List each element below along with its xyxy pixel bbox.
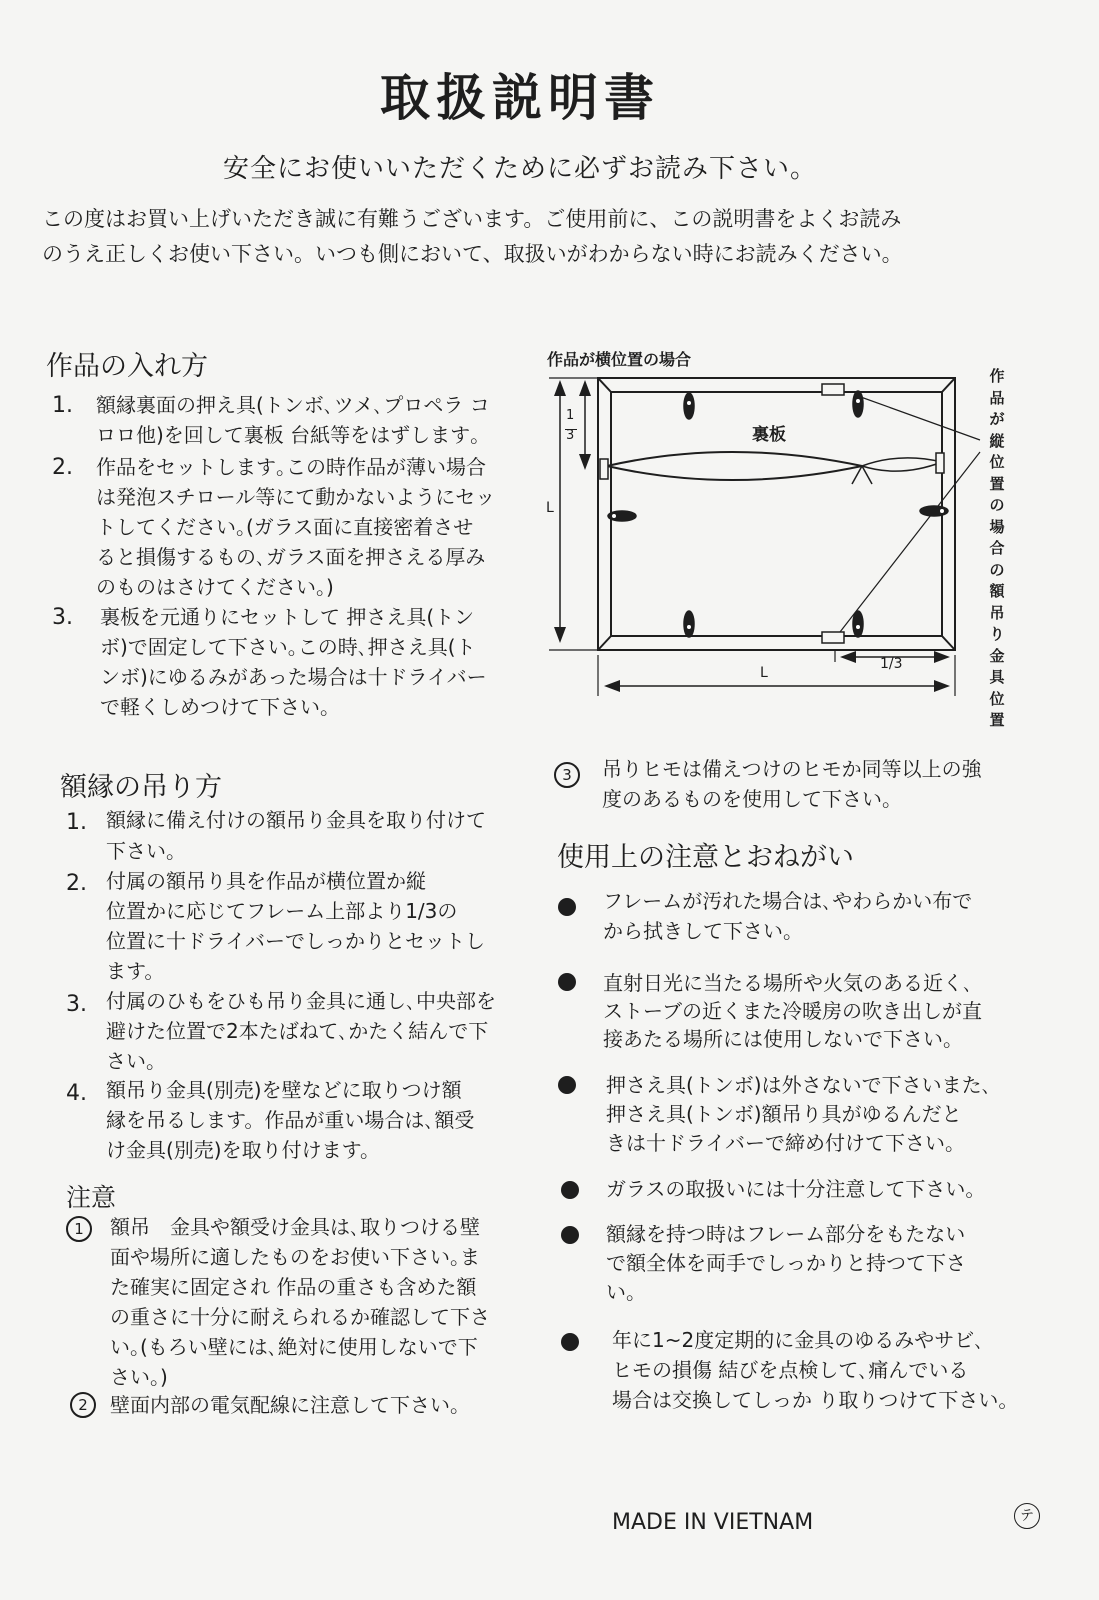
bullet — [561, 1226, 579, 1244]
frame-outer — [598, 378, 955, 650]
notice-line: で額全体を両手でしっかりと持つて下さ — [606, 1251, 966, 1275]
instruction-line: 裏板を元通りにセットして 押さえ具(トン — [100, 605, 475, 629]
instruction-line: 付属の額吊り具を作品が横位置か縦 — [106, 869, 426, 893]
instruction-line: は発泡スチロール等にて動かないようにセッ — [96, 485, 496, 509]
circled-number-3: 3 — [554, 762, 580, 788]
instruction-line: 付属のひもをひも吊り金具に通し､中央部を — [106, 989, 496, 1013]
instruction-line: ます。 — [106, 959, 165, 983]
hanging-string — [607, 452, 862, 480]
section-heading-usage-notes: 使用上の注意とおねがい — [557, 842, 854, 873]
intro-line-2: のうえ正しくお使い下さい。いつも側において、取扱いがわからない時にお読みください。 — [42, 242, 903, 266]
instruction-line: 額吊り金具(別売)を壁などに取りつけ額 — [106, 1078, 462, 1102]
notice-line: フレームが汚れた場合は､やわらかい布で — [603, 889, 973, 913]
instruction-line: のものはさけてください｡) — [96, 575, 334, 599]
back-panel-label: 裏板 — [752, 425, 786, 445]
section-heading-hanging: 額縁の吊り方 — [60, 772, 222, 803]
instruction-line: 額縁裏面の押え具(トンボ､ツメ､プロペラ コ — [96, 393, 490, 417]
instruction-line: ロロ他)を回して裏板 台紙等をはずします｡ — [96, 423, 481, 447]
notice-line: 押さえ具(トンボ)は外さないで下さいまた､ — [606, 1073, 992, 1097]
bullet — [558, 1076, 576, 1094]
document-title: 取扱説明書 — [380, 69, 660, 127]
caution-line: た確実に固定され 作品の重さも含めた額 — [110, 1275, 477, 1299]
caution-line: の重さに十分に耐えられるか確認して下さ — [110, 1305, 490, 1329]
instruction-line: 額縁に備え付けの額吊り金具を取り付けて — [106, 808, 486, 832]
instruction-line: ボ)で固定して下さい｡この時､押さえ具(ト — [100, 635, 476, 659]
instruction-line: け金具(別売)を取り付けます。 — [106, 1138, 381, 1162]
caution-line: 額吊 金具や額受け金具は､取りつける壁 — [110, 1215, 480, 1239]
instruction-line: 位置かに応じてフレーム上部より1/3の — [106, 899, 458, 923]
dimension-label-l: L — [546, 500, 554, 516]
bullet — [561, 1181, 579, 1199]
instruction-line: 下さい。 — [106, 839, 186, 863]
instruction-line: トしてください｡(ガラス面に直接密着させ — [96, 515, 474, 539]
maker-mark: テ — [1014, 1503, 1040, 1529]
caution-line: 壁面内部の電気配線に注意して下さい｡ — [110, 1393, 460, 1417]
instruction-line: 作品をセットします｡この時作品が薄い場合 — [96, 455, 486, 479]
caution-line: 面や場所に適したものをお使い下さい｡ま — [110, 1245, 480, 1269]
step-number: 3. — [66, 992, 87, 1017]
bullet — [558, 973, 576, 991]
notice-line: きは十ドライバーで締め付けて下さい｡ — [606, 1131, 955, 1155]
step-number: 1. — [66, 810, 87, 835]
step-number: 4. — [66, 1081, 87, 1106]
vertical-side-note: 作品が縦位置の場合の額吊り金具位置 — [989, 367, 1005, 729]
notice-line: い｡ — [606, 1280, 636, 1304]
made-in-label: MADE IN VIETNAM — [612, 1510, 814, 1535]
dimension-label-one-third: 1/3 — [880, 656, 903, 672]
subtitle: 安全にお使いいただくために必ずお読み下さい。 — [222, 154, 817, 184]
instruction-line: ると損傷するもの､ガラス面を押さえる厚み — [96, 545, 486, 569]
fraction-numerator: 1 — [566, 408, 575, 423]
notice-line: 接あたる場所には使用しないで下さい｡ — [603, 1027, 953, 1051]
instruction-line: ンボ)にゆるみがあった場合は十ドライバー — [100, 665, 487, 689]
caution-line: 吊りヒモは備えつけのヒモか同等以上の強 — [602, 757, 982, 781]
notice-line: から拭きして下さい｡ — [603, 919, 793, 943]
caution-line: さい。) — [110, 1365, 168, 1389]
caution-line: 度のあるものを使用して下さい。 — [602, 787, 902, 811]
notice-line: 年に1~2度定期的に金具のゆるみやサビ､ — [612, 1328, 985, 1352]
instruction-line: 避けた位置で2本たばねて､かたく結んで下 — [106, 1019, 489, 1043]
dimension-label-l: L — [760, 665, 768, 681]
notice-line: ヒモの損傷 結びを点検して､痛んでいる — [612, 1358, 969, 1382]
step-number: 2. — [52, 455, 73, 480]
circled-number-2: 2 — [70, 1392, 96, 1418]
instruction-line: さい。 — [106, 1049, 166, 1073]
section-heading-insert: 作品の入れ方 — [46, 351, 208, 382]
notice-line: ストーブの近くまた冷暖房の吹き出しが直 — [603, 999, 982, 1023]
diagram-caption: 作品が横位置の場合 — [547, 350, 692, 369]
notice-line: ガラスの取扱いには十分注意して下さい｡ — [606, 1177, 976, 1201]
caution-line: い｡(もろい壁には､絶対に使用しないで下 — [110, 1335, 478, 1359]
fraction-denominator: 3 — [566, 428, 575, 443]
notice-line: 場合は交換してしっか り取りつけて下さい｡ — [612, 1388, 1009, 1412]
instruction-line: 縁を吊るします。作品が重い場合は､額受 — [106, 1108, 475, 1132]
notice-line: 押さえ具(トンボ)額吊り具がゆるんだと — [606, 1102, 962, 1126]
bullet — [561, 1333, 579, 1351]
step-number: 2. — [66, 871, 87, 896]
caution-heading: 注意 — [66, 1183, 117, 1212]
circled-number-1: 1 — [66, 1216, 92, 1242]
step-number: 1. — [52, 393, 73, 418]
bullet — [558, 898, 576, 916]
instruction-line: で軽くしめつけて下さい｡ — [100, 695, 330, 719]
notice-line: 直射日光に当たる場所や火気のある近く､ — [603, 971, 973, 995]
step-number: 3. — [52, 605, 73, 630]
notice-line: 額縁を持つ時はフレーム部分をもたない — [606, 1222, 966, 1246]
instruction-line: 位置に十ドライバーでしっかりとセットし — [106, 929, 485, 953]
intro-line-1: この度はお買い上げいただき誠に有難うございます。ご使用前に、この説明書をよくお読み — [42, 207, 902, 231]
